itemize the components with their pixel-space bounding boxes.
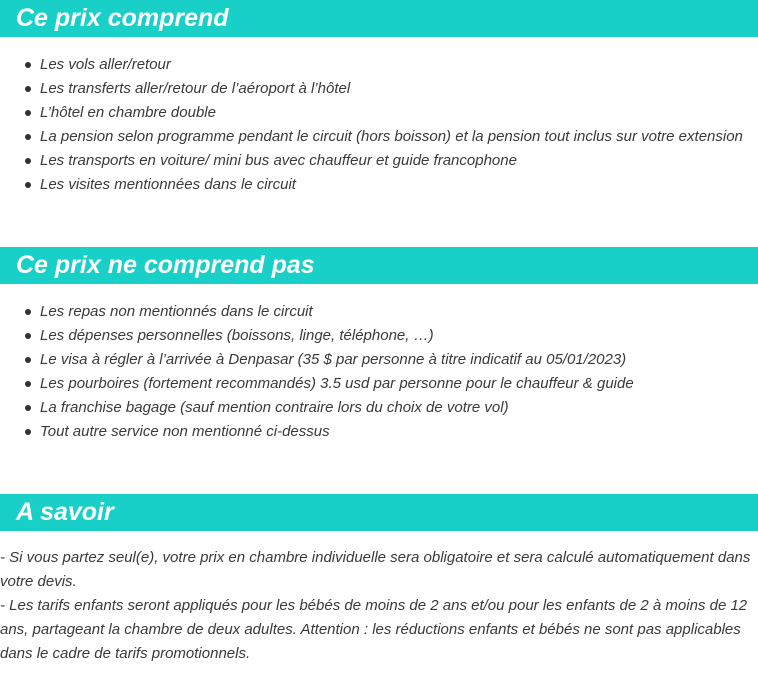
list-item-text: Les transferts aller/retour de l’aéroport à l’hôtel <box>40 80 351 97</box>
section-title-a-savoir: A savoir <box>16 498 114 526</box>
list-comprend <box>0 53 758 197</box>
section-title-comprend: Ce prix comprend <box>16 4 229 32</box>
list-item-text: Les vols aller/retour <box>40 56 171 73</box>
list-item <box>0 53 758 77</box>
list-item <box>0 149 758 173</box>
list-item <box>0 396 758 420</box>
list-item <box>0 77 758 101</box>
list-item <box>0 372 758 396</box>
list-item-text: La pension selon programme pendant le circuit (hors boisson) et la pension tout inclus sur votre extension <box>40 128 743 145</box>
bullet-dot <box>25 405 31 411</box>
list-item-text: Les dépenses personnelles (boissons, linge, téléphone, …) <box>40 327 434 344</box>
list-item-text: Tout autre service non mentionné ci-dessus <box>40 423 330 440</box>
bullet-dot <box>25 357 31 363</box>
section-header-a-savoir <box>0 494 758 531</box>
list-item-text: Les visites mentionnées dans le circuit <box>40 176 296 193</box>
bullet-dot <box>25 62 31 68</box>
list-item-text: Les pourboires (fortement recommandés) 3.5 usd par personne pour le chauffeur & guide <box>40 375 634 392</box>
a-savoir-paragraph: - Si vous partez seul(e), votre prix en chambre individuelle sera obligatoire et sera calculé automatiquement dans votre devis. <box>0 549 751 590</box>
list-item <box>0 324 758 348</box>
bullet-dot <box>25 158 31 164</box>
bullet-dot <box>25 429 31 435</box>
list-item-text: Le visa à régler à l’arrivée à Denpasar (35 $ par personne à titre indicatif au 05/01/2023) <box>40 351 627 368</box>
list-item-text: La franchise bagage (sauf mention contraire lors du choix de votre vol) <box>40 399 509 416</box>
bullet-dot <box>25 381 31 387</box>
bullet-dot <box>25 134 31 140</box>
list-ne-comprend-pas <box>0 300 758 444</box>
bullet-dot <box>25 110 31 116</box>
a-savoir-text <box>0 546 758 666</box>
a-savoir-paragraph: - Les tarifs enfants seront appliqués pour les bébés de moins de 2 ans et/ou pour les enfants de 2 à moins de 12 ans, partageant la chambre de deux adultes. Attention : les réductions enfants et bébés ne sont pas applicables dans le cadre de tarifs promotionnels. <box>0 597 748 662</box>
list-item <box>0 125 758 149</box>
list-item <box>0 101 758 125</box>
list-item-text: Les repas non mentionnés dans le circuit <box>40 303 313 320</box>
list-item <box>0 173 758 197</box>
bullet-dot <box>25 182 31 188</box>
bullet-dot <box>25 309 31 315</box>
list-item <box>0 300 758 324</box>
section-header-comprend <box>0 0 758 37</box>
bullet-dot <box>25 333 31 339</box>
list-item <box>0 348 758 372</box>
list-item-text: Les transports en voiture/ mini bus avec chauffeur et guide francophone <box>40 152 517 169</box>
section-title-ne-comprend-pas: Ce prix ne comprend pas <box>16 251 315 279</box>
section-header-ne-comprend-pas <box>0 247 758 284</box>
list-item-text: L’hôtel en chambre double <box>40 104 216 121</box>
list-item <box>0 420 758 444</box>
bullet-dot <box>25 86 31 92</box>
